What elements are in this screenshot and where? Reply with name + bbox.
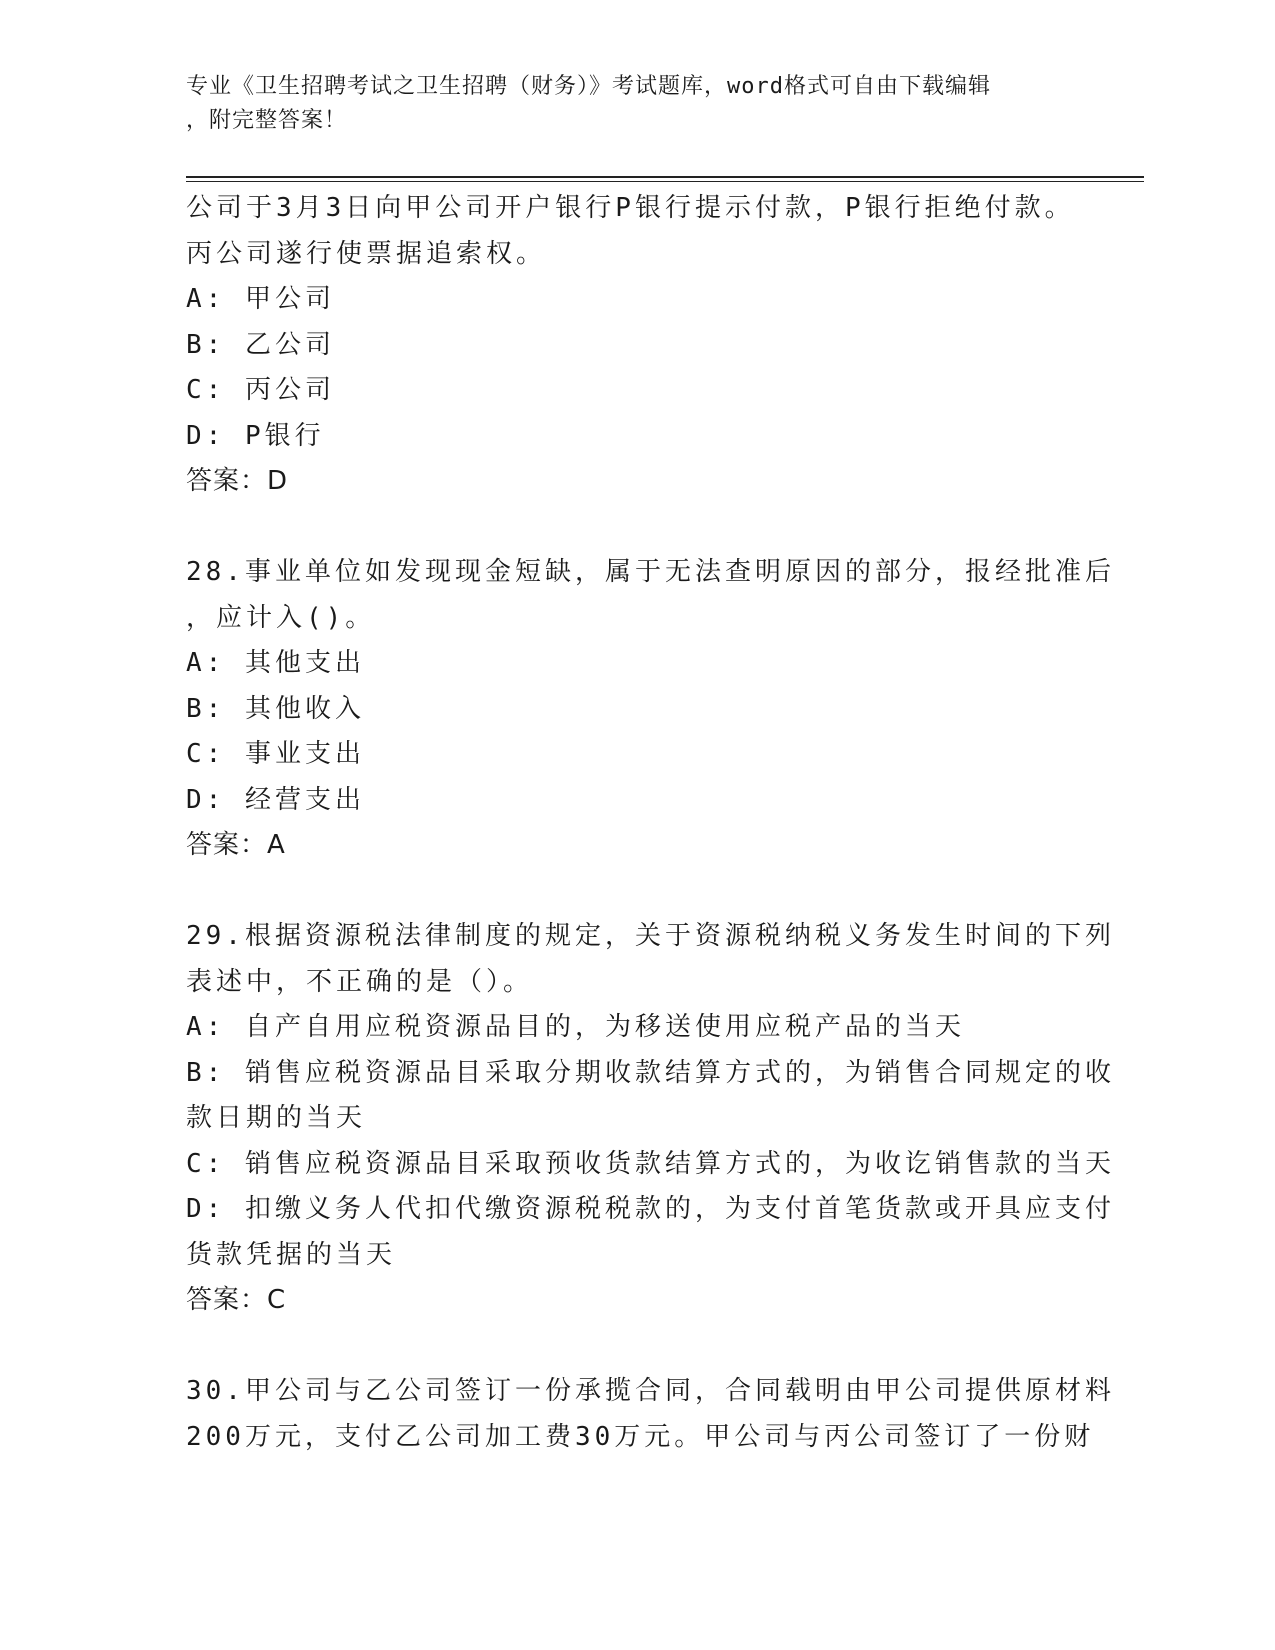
option-c: C: 事业支出 <box>186 739 365 769</box>
question-text: 28.事业单位如发现现金短缺，属于无法查明原因的部分，报经批准后 <box>186 557 1115 587</box>
answer: 答案：D <box>186 466 289 496</box>
option-d: D: P银行 <box>186 420 325 451</box>
question-list <box>186 186 1115 1460</box>
answer: 答案：A <box>186 830 286 860</box>
option-b: B: 乙公司 <box>186 329 335 360</box>
question-text: 29.根据资源税法律制度的规定，关于资源税纳税义务发生时间的下列 <box>186 921 1115 951</box>
answer: 答案：C <box>186 1285 287 1315</box>
question-text: 丙公司遂行使票据追索权。 <box>186 238 547 269</box>
question-text: 表述中，不正确的是（）。 <box>186 966 534 997</box>
option-a: A: 自产自用应税资源品目的，为移送使用应税产品的当天 <box>186 1012 965 1042</box>
option-d-continued: 货款凭据的当天 <box>186 1239 397 1270</box>
spacer <box>186 505 1086 551</box>
question-text: ，应计入()。 <box>186 602 376 633</box>
option-d: D: 经营支出 <box>186 784 365 815</box>
spacer <box>186 1324 1086 1370</box>
option-c: C: 销售应税资源品目采取预收货款结算方式的，为收讫销售款的当天 <box>186 1148 1115 1179</box>
header-divider <box>186 176 1144 178</box>
question-text: 公司于3月3日向甲公司开户银行P银行提示付款，P银行拒绝付款。 <box>186 193 1075 223</box>
question-28 <box>186 550 1115 869</box>
option-a: A: 甲公司 <box>186 284 335 314</box>
option-b: B: 销售应税资源品目采取分期收款结算方式的，为销售合同规定的收 <box>186 1057 1115 1088</box>
option-b: B: 其他收入 <box>186 693 365 724</box>
option-a: A: 其他支出 <box>186 648 365 678</box>
question-29 <box>186 914 1115 1324</box>
option-c: C: 丙公司 <box>186 375 335 405</box>
option-d: D: 扣缴义务人代扣代缴资源税税款的，为支付首笔货款或开具应支付 <box>186 1194 1115 1224</box>
header-line: 专业《卫生招聘考试之卫生招聘（财务）》考试题库，word格式可自由下载编辑 <box>186 74 991 99</box>
question-text: 30.甲公司与乙公司签订一份承揽合同，合同载明由甲公司提供原材料 <box>186 1376 1115 1406</box>
spacer <box>186 869 1086 915</box>
question-text: 200万元，支付乙公司加工费30万元。甲公司与丙公司签订了一份财 <box>186 1421 1095 1452</box>
header-line: ，附完整答案！ <box>186 108 348 133</box>
header-divider-thin <box>186 181 1144 182</box>
document-header <box>186 70 1066 138</box>
question-27 <box>186 186 1086 505</box>
question-30 <box>186 1369 1115 1460</box>
option-b-continued: 款日期的当天 <box>186 1103 367 1133</box>
